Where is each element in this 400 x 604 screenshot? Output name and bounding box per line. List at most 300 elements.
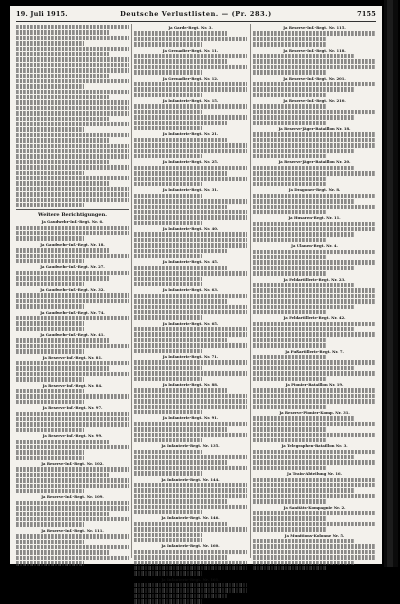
text-line — [134, 450, 202, 454]
text-line — [16, 545, 129, 549]
text-line — [134, 210, 247, 214]
unit-heading: Ja Feldartillerie-Regt. Nr. 42. — [283, 315, 346, 321]
text-line — [253, 427, 327, 431]
section-title: Weitere Berichtigungen. — [38, 212, 107, 219]
text-line — [134, 199, 247, 203]
text-line — [16, 304, 84, 308]
unit-heading: Ja Infanterie-Regt. Nr. 160. — [161, 543, 220, 549]
text-line — [134, 360, 247, 364]
header-rule — [16, 21, 376, 22]
text-line — [134, 388, 227, 392]
unit-heading: Ja Garde-Regt. Nr. 3. — [168, 25, 213, 30]
text-line — [253, 422, 376, 426]
text-line — [134, 471, 202, 475]
text-line — [253, 271, 327, 275]
text-line — [16, 484, 129, 488]
text-line — [16, 349, 84, 353]
unit-heading: Ja Feldartillerie-Regt. Nr. 23. — [283, 276, 346, 282]
unit-heading: Ja Telegraphen-Bataillon Nr. 3. — [281, 443, 348, 449]
header-date: 19. Juli 1915. — [16, 10, 68, 18]
text-line — [134, 166, 247, 170]
text-line — [134, 466, 247, 470]
unit-heading: Ja Train-Abteilung Nr. 16. — [287, 471, 342, 477]
column-1 — [16, 24, 129, 558]
text-line — [16, 473, 109, 477]
text-line — [134, 315, 202, 319]
unit-heading: Ja Gaudwebr-Inf.-Regt. Nr. 6. — [41, 219, 104, 225]
text-line — [253, 82, 376, 86]
text-line — [253, 499, 327, 503]
text-line — [134, 527, 247, 531]
text-line — [253, 371, 376, 375]
text-line — [16, 149, 129, 153]
text-line — [253, 388, 376, 392]
text-line — [134, 571, 202, 575]
unit-heading: Ja Reserve-Inf.-Regt. Nr. 99. — [42, 433, 103, 439]
unit-heading: Ja Infanterie-Regt. Nr. 144. — [161, 476, 220, 482]
unit-heading: Ja Reserve-Inf.-Regt. Nr. 111. — [41, 527, 104, 533]
text-line — [253, 59, 376, 63]
text-line — [253, 232, 354, 236]
unit-heading: Ja Reserve-Inf.-Regt. Nr. 81. — [42, 354, 103, 360]
text-line — [16, 366, 109, 370]
text-line — [16, 259, 84, 263]
text-line — [134, 65, 247, 69]
text-line — [253, 494, 376, 498]
text-line — [134, 566, 247, 570]
text-line — [134, 561, 247, 565]
text-line — [253, 305, 354, 309]
text-line — [134, 422, 247, 426]
text-line — [16, 248, 109, 252]
text-line — [16, 171, 84, 175]
text-line — [16, 467, 129, 471]
text-line — [16, 299, 129, 303]
text-line — [16, 556, 129, 560]
text-line — [16, 400, 84, 404]
unit-heading: Ja Reserve-Inf.-Regt. Nr. 210. — [283, 98, 346, 104]
text-line — [134, 194, 202, 198]
text-line — [253, 115, 354, 119]
unit-heading: Ja Ulanen-Regt. Nr. 4. — [291, 243, 338, 249]
text-line — [16, 106, 129, 110]
text-line — [253, 394, 376, 398]
text-line — [253, 177, 327, 181]
text-line — [16, 226, 129, 230]
newspaper-page — [10, 6, 382, 582]
text-line — [16, 316, 129, 320]
text-line — [16, 122, 129, 126]
unit-heading: Ja Gaudwebr-Inf.-Regt. Nr. 41. — [40, 332, 105, 338]
text-line — [134, 59, 227, 63]
text-line — [16, 181, 109, 185]
text-line — [16, 394, 129, 398]
text-line — [253, 522, 376, 526]
text-line — [253, 433, 376, 437]
unit-heading: Ja Infanterie-Regt. Nr. 45. — [162, 259, 219, 265]
text-line — [134, 232, 247, 236]
text-line — [16, 41, 84, 45]
text-line — [134, 277, 202, 281]
text-line — [16, 192, 129, 196]
text-line — [16, 111, 129, 115]
unit-heading: Ja Grenadier-Regt. Nr. 11. — [162, 47, 219, 53]
text-line — [134, 371, 247, 375]
text-line — [253, 194, 376, 198]
section-rule — [16, 209, 129, 210]
text-line — [16, 63, 129, 67]
unit-heading: Ja Reserve-Inf.-Regt. Nr. 115. — [283, 25, 346, 30]
text-line — [253, 149, 354, 153]
text-line — [253, 561, 354, 565]
text-line — [253, 138, 376, 142]
text-line — [16, 271, 129, 275]
unit-heading: Ja Infanterie-Regt. Nr. 161. — [161, 576, 220, 582]
text-line — [253, 199, 354, 203]
text-line — [253, 466, 327, 470]
text-line — [134, 438, 202, 442]
unit-heading: Ja Infanterie-Regt. Nr. 25. — [162, 159, 219, 165]
text-line — [16, 428, 84, 432]
text-line — [134, 594, 227, 598]
text-line — [134, 394, 247, 398]
text-line — [253, 266, 354, 270]
text-line — [16, 79, 129, 83]
column-divider — [131, 24, 132, 558]
text-line — [253, 260, 376, 264]
text-line — [134, 243, 247, 247]
text-line — [16, 47, 129, 51]
unit-heading: Ja Husaren-Regt. Nr. 11. — [288, 215, 341, 221]
unit-heading: Ja Munitions-Kolonne Nr. 5. — [284, 532, 345, 538]
text-line — [134, 550, 247, 554]
column-2 — [134, 24, 247, 582]
unit-heading: Ja Infanterie-Regt. Nr. 88. — [162, 382, 219, 387]
text-line — [16, 84, 84, 88]
text-line — [16, 160, 109, 164]
unit-heading: Ja Grenadier-Regt. Nr. 12. — [162, 75, 219, 81]
text-line — [16, 561, 84, 565]
text-line — [253, 210, 327, 214]
text-line — [134, 70, 202, 74]
header-page-number: 7155 — [357, 10, 376, 18]
text-line — [16, 506, 129, 510]
text-line — [134, 294, 247, 298]
text-line — [16, 187, 129, 191]
text-line — [134, 93, 202, 97]
unit-heading: Ja Reserve-Pionier-Komp. Nr. 31. — [279, 409, 350, 415]
text-line — [253, 283, 354, 287]
text-line — [253, 483, 376, 487]
text-line — [253, 355, 327, 359]
column-3 — [253, 24, 376, 558]
unit-heading: Ja Fußartillerie-Regt. Nr. 7. — [285, 348, 344, 354]
text-line — [16, 144, 129, 148]
text-line — [253, 332, 376, 336]
text-line — [253, 310, 327, 314]
unit-heading: Ja Infanterie-Regt. Nr. 135. — [161, 443, 220, 449]
text-line — [253, 70, 327, 74]
unit-heading: Ja Reserve-Inf.-Regt. Nr. 109. — [41, 494, 104, 500]
text-line — [253, 343, 327, 347]
text-line — [134, 349, 202, 353]
text-line — [16, 127, 84, 131]
text-line — [253, 377, 327, 381]
text-line — [16, 30, 109, 34]
text-line — [253, 539, 354, 543]
text-line — [16, 417, 129, 421]
text-line — [134, 238, 247, 242]
text-line — [134, 522, 227, 526]
unit-heading: Ja Infanterie-Regt. Nr. 21. — [162, 131, 219, 137]
unit-heading: Ja Reserve-Inf.-Regt. Nr. 97. — [42, 405, 103, 411]
text-line — [134, 215, 247, 219]
text-line — [16, 450, 84, 454]
text-line — [134, 399, 247, 403]
text-line — [16, 389, 84, 393]
text-line — [16, 422, 129, 426]
text-line — [16, 489, 84, 493]
text-line — [134, 433, 247, 437]
text-line — [134, 483, 247, 487]
text-line — [134, 510, 202, 514]
text-line — [16, 478, 129, 482]
text-line — [16, 321, 84, 325]
text-line — [16, 203, 84, 207]
text-line — [16, 276, 109, 280]
text-line — [253, 550, 376, 554]
text-line — [16, 231, 129, 235]
text-line — [134, 505, 247, 509]
unit-heading: Ja Gaudwebr-Inf.-Regt. Nr. 74. — [40, 309, 105, 315]
unit-heading: Ja Reserve-Inf.-Regt. Nr. 102. — [41, 461, 104, 467]
text-line — [253, 327, 354, 331]
text-line — [16, 372, 129, 376]
text-line — [16, 254, 129, 258]
text-line — [253, 566, 327, 570]
text-line — [253, 250, 376, 254]
text-line — [253, 37, 327, 41]
text-line — [253, 54, 354, 58]
text-line — [134, 82, 247, 86]
text-line — [16, 445, 129, 449]
text-line — [253, 205, 376, 209]
text-line — [134, 171, 227, 175]
text-line — [134, 221, 202, 225]
text-line — [134, 37, 247, 41]
text-line — [16, 501, 129, 505]
text-line — [253, 544, 376, 548]
unit-heading: Ja Reserve-Inf.-Regt. Nr. 118. — [283, 47, 346, 53]
unit-heading: Ja Reserve-Jäger-Bataillon Nr. 18. — [278, 126, 351, 132]
text-line — [16, 117, 109, 121]
header-title: Deutsche Verlustlisten. — (Pr. 283.) — [120, 10, 272, 18]
text-line — [253, 93, 327, 97]
column-divider — [250, 24, 251, 558]
unit-heading: Ja Infanterie-Regt. Nr. 31. — [162, 187, 219, 193]
unit-heading: Ja Pionier-Bataillon Nr. 19. — [285, 382, 344, 387]
text-line — [16, 68, 129, 72]
text-line — [253, 255, 327, 259]
text-line — [16, 540, 84, 544]
text-line — [134, 305, 247, 309]
text-line — [134, 271, 247, 275]
text-line — [16, 522, 84, 526]
text-line — [253, 227, 376, 231]
text-line — [253, 460, 376, 464]
text-line — [16, 293, 129, 297]
text-line — [134, 588, 247, 592]
text-line — [253, 416, 354, 420]
text-line — [253, 121, 327, 125]
text-line — [16, 36, 129, 40]
text-line — [253, 294, 376, 298]
text-line — [134, 533, 202, 537]
text-line — [134, 405, 247, 409]
text-line — [16, 236, 84, 240]
text-line — [253, 154, 327, 158]
text-line — [253, 87, 354, 91]
text-line — [134, 54, 247, 58]
text-line — [134, 115, 247, 119]
text-line — [16, 361, 129, 365]
text-line — [134, 182, 202, 186]
text-line — [16, 95, 109, 99]
text-line — [253, 110, 376, 114]
text-line — [134, 555, 227, 559]
text-line — [253, 31, 376, 35]
text-line — [253, 65, 376, 69]
text-line — [134, 42, 202, 46]
text-line — [16, 327, 84, 331]
text-line — [16, 57, 129, 61]
text-line — [253, 166, 354, 170]
text-line — [134, 310, 247, 314]
unit-heading: Ja Infanterie-Regt. Nr. 65. — [162, 320, 219, 326]
text-line — [16, 133, 129, 137]
text-line — [253, 222, 376, 226]
text-line — [134, 494, 247, 498]
text-line — [134, 583, 247, 587]
text-line — [134, 377, 202, 381]
text-line — [134, 121, 227, 125]
text-line — [16, 198, 129, 202]
text-line — [253, 42, 327, 46]
text-line — [134, 282, 202, 286]
unit-heading: Ja Infanterie-Regt. Nr. 146. — [161, 515, 220, 521]
text-line — [253, 366, 354, 370]
text-line — [16, 440, 109, 444]
text-line — [253, 438, 327, 442]
text-line — [134, 460, 227, 464]
unit-heading: Ja Gaudwebr-Inf.-Regt. Nr. 27. — [40, 264, 105, 270]
text-line — [253, 360, 376, 364]
text-line — [134, 138, 227, 142]
text-line — [16, 90, 129, 94]
text-line — [134, 104, 247, 108]
scan-edge — [384, 0, 398, 567]
text-line — [253, 399, 376, 403]
unit-heading: Ja Gaudwebr-Inf.-Regt. Nr. 18. — [40, 241, 105, 247]
text-line — [134, 343, 247, 347]
unit-heading: Ja Infanterie-Regt. Nr. 71. — [162, 354, 219, 360]
text-line — [16, 534, 129, 538]
unit-heading: Ja Infanterie-Regt. Nr. 15. — [162, 98, 219, 104]
text-line — [253, 478, 376, 482]
text-line — [134, 599, 202, 603]
unit-heading: Ja Reserve-Inf.-Regt. Nr. 84. — [42, 382, 103, 388]
text-line — [253, 455, 354, 459]
text-line — [16, 377, 84, 381]
unit-heading: Ja Reserve-Jäger-Bataillon Nr. 20. — [278, 159, 351, 165]
text-line — [253, 288, 376, 292]
text-line — [134, 254, 202, 258]
text-line — [134, 149, 247, 153]
text-line — [134, 266, 227, 270]
text-line — [253, 299, 376, 303]
text-line — [16, 517, 129, 521]
text-line — [134, 31, 227, 35]
text-line — [16, 344, 129, 348]
text-line — [253, 143, 376, 147]
unit-heading: Ja Reserve-Inf.-Regt. Nr. 201. — [283, 75, 346, 81]
unit-heading: Ja Sanitäts-Kompagnie Nr. 2. — [283, 504, 346, 510]
text-line — [253, 555, 376, 559]
text-line — [253, 516, 327, 520]
text-line — [16, 456, 84, 460]
text-line — [253, 338, 327, 342]
text-line — [253, 238, 327, 242]
text-line — [134, 110, 202, 114]
unit-heading: Ja Infanterie-Regt. Nr. 91. — [162, 415, 219, 421]
text-line — [253, 511, 376, 515]
text-line — [134, 455, 247, 459]
text-line — [253, 527, 327, 531]
text-line — [253, 104, 327, 108]
text-line — [134, 538, 202, 542]
text-line — [134, 87, 247, 91]
text-line — [253, 450, 376, 454]
binding-fold — [387, 0, 393, 567]
text-line — [134, 205, 227, 209]
text-line — [16, 512, 109, 516]
text-line — [134, 299, 227, 303]
text-line — [16, 165, 129, 169]
unit-heading: Ja Infanterie-Regt. Nr. 40. — [162, 226, 219, 232]
text-line — [16, 74, 109, 78]
text-line — [134, 366, 202, 370]
text-line — [134, 488, 247, 492]
unit-heading: Ja Infanterie-Regt. Nr. 63. — [162, 287, 219, 293]
text-line — [253, 171, 376, 175]
text-line — [253, 132, 376, 136]
unit-heading: Ja Dragoner-Regt. Nr. 8. — [288, 187, 341, 193]
text-line — [134, 410, 202, 414]
text-line — [16, 412, 129, 416]
text-line — [16, 100, 129, 104]
text-line — [253, 488, 354, 492]
text-line — [253, 322, 376, 326]
text-line — [16, 154, 129, 158]
text-line — [16, 282, 84, 286]
text-line — [16, 338, 109, 342]
text-line — [134, 249, 227, 253]
text-line — [16, 550, 109, 554]
text-line — [253, 182, 327, 186]
text-line — [134, 143, 247, 147]
text-line — [16, 176, 129, 180]
text-line — [134, 177, 247, 181]
